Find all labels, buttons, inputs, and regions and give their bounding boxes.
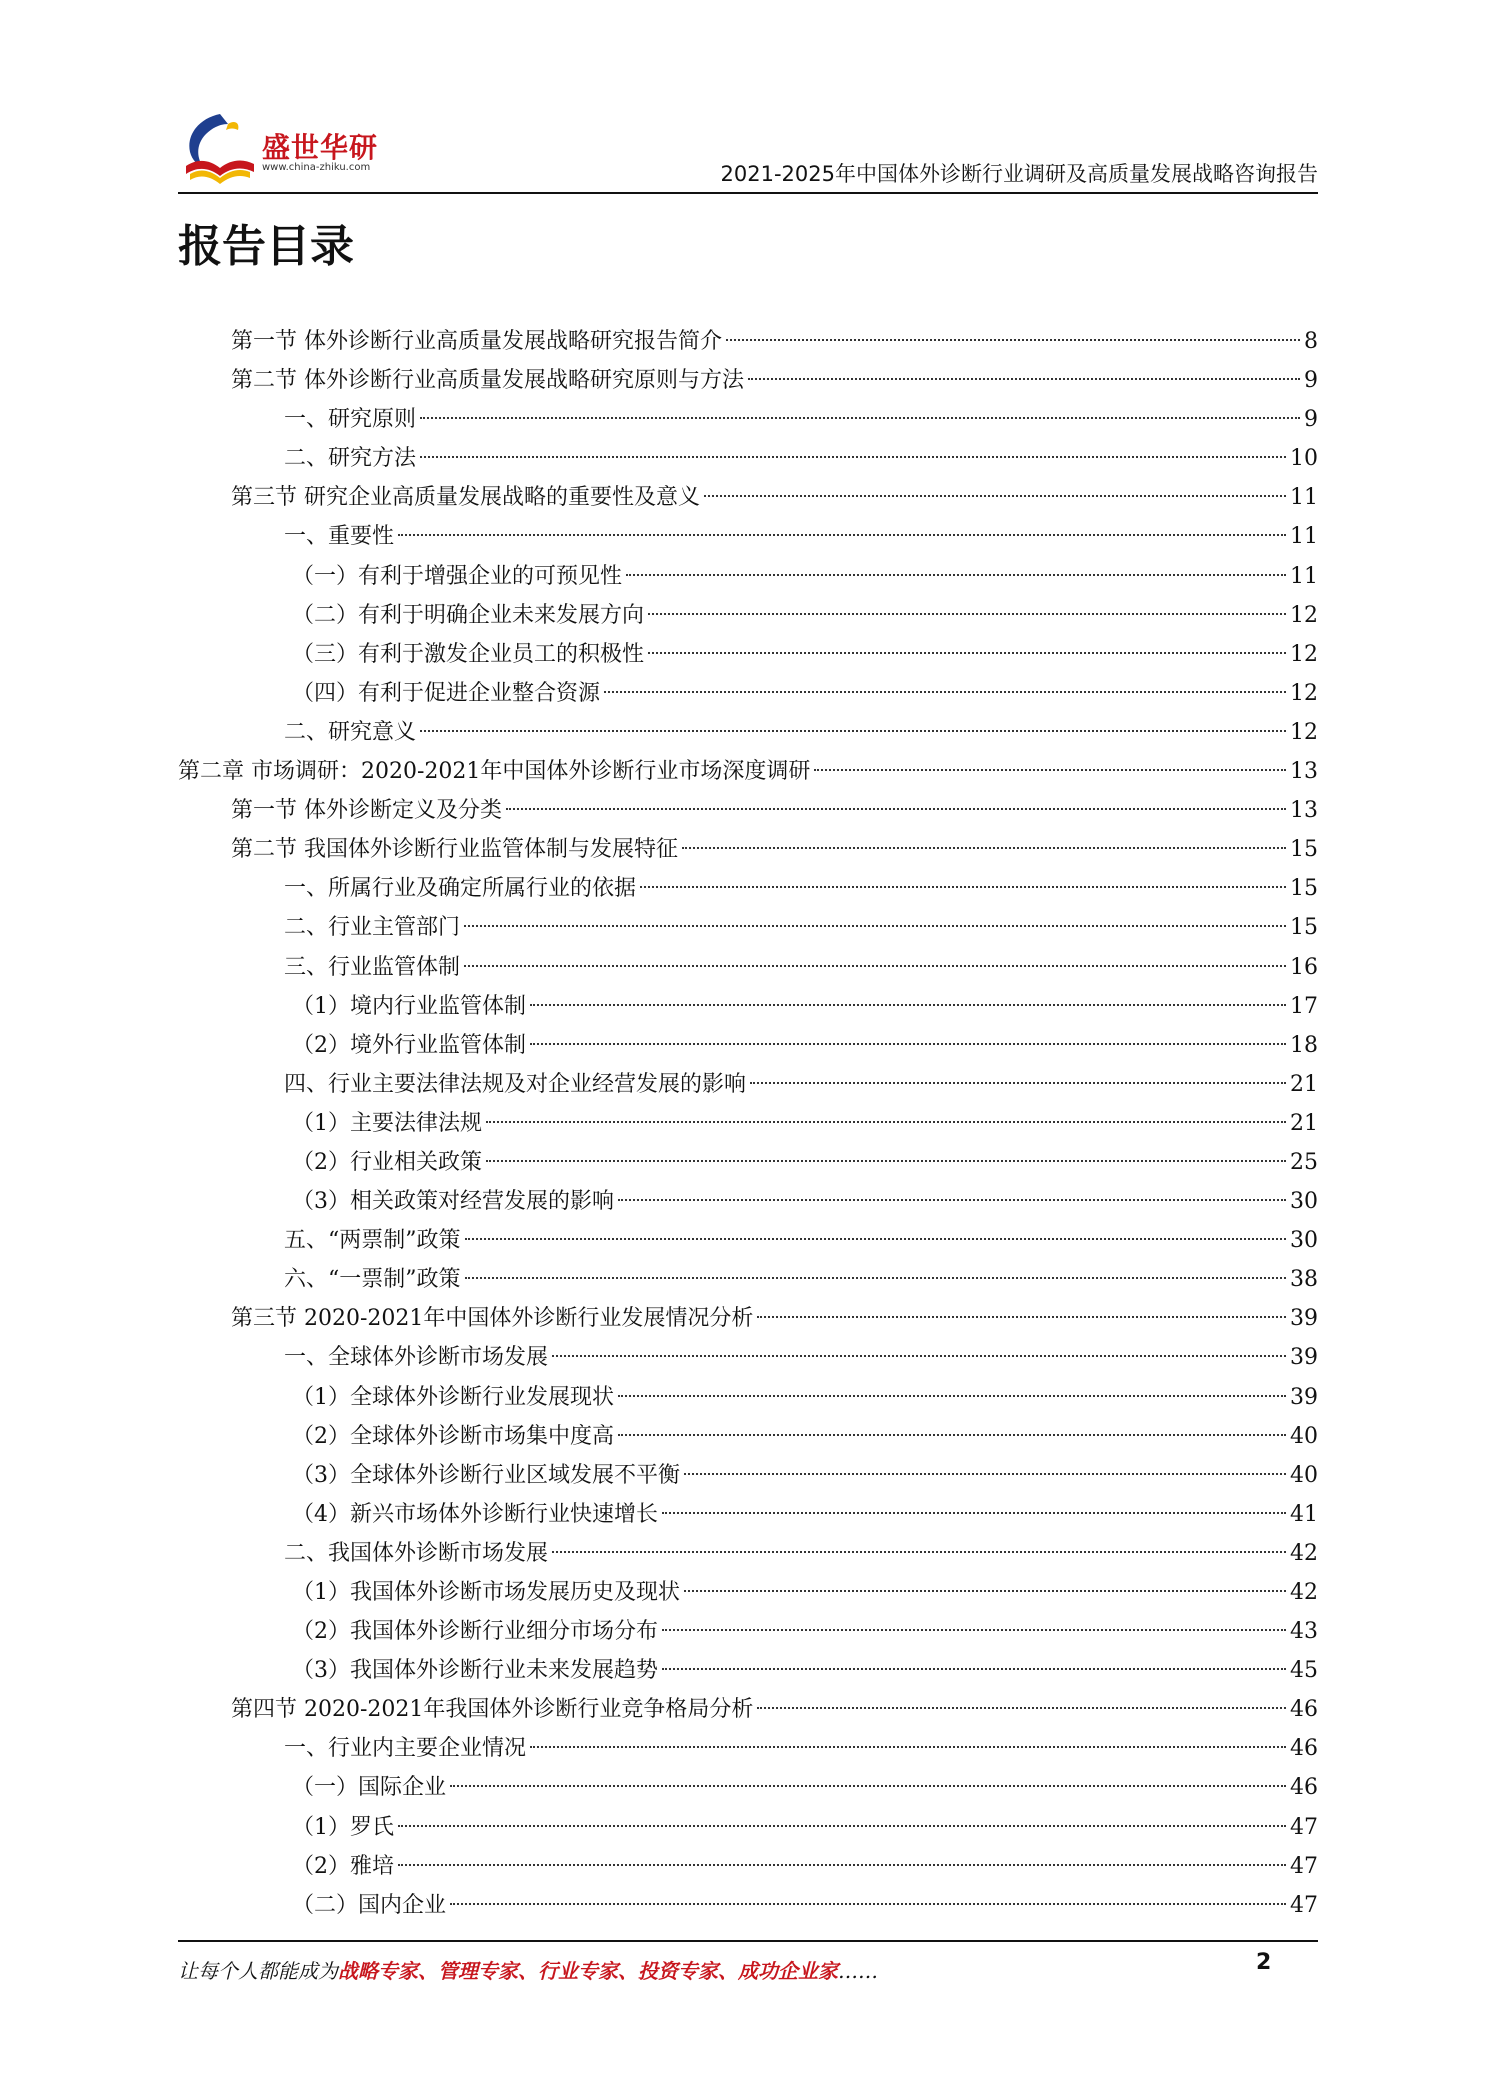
toc-entry-title: 二、行业主管部门	[284, 915, 461, 941]
toc-leader-dots	[748, 378, 1300, 380]
toc-entry-title: （3）相关政策对经营发展的影响	[292, 1189, 614, 1215]
footer-slogan-prefix: 让每个人都能成为	[178, 1959, 338, 1983]
toc-entry-title: （一）国际企业	[292, 1775, 447, 1801]
toc-leader-dots	[552, 1355, 1286, 1357]
toc-entry-page: 12	[1290, 680, 1318, 706]
toc-entry-title: （2）我国体外诊断行业细分市场分布	[292, 1619, 658, 1645]
toc-entry[interactable]	[178, 1026, 1318, 1065]
toc-entry-page: 47	[1290, 1814, 1318, 1840]
toc-entry-page: 12	[1290, 602, 1318, 628]
toc-entry[interactable]	[178, 987, 1318, 1026]
toc-entry-title: （二）有利于明确企业未来发展方向	[292, 602, 645, 628]
toc-entry[interactable]	[178, 908, 1318, 947]
toc-entry-title: 第三节 2020-2021年中国体外诊断行业发展情况分析	[231, 1306, 754, 1332]
toc-entry[interactable]	[178, 713, 1318, 752]
toc-entry[interactable]	[178, 1690, 1318, 1729]
toc-entry[interactable]	[178, 1104, 1318, 1143]
toc-entry[interactable]	[178, 674, 1318, 713]
toc-entry-page: 10	[1290, 446, 1318, 472]
toc-entry-page: 38	[1290, 1267, 1318, 1293]
toc-leader-dots	[420, 456, 1286, 458]
toc-entry[interactable]	[178, 517, 1318, 556]
toc-entry-page: 43	[1290, 1619, 1318, 1645]
toc-entry[interactable]	[178, 1221, 1318, 1260]
toc-entry-page: 16	[1290, 954, 1318, 980]
toc-entry[interactable]	[178, 1260, 1318, 1299]
footer-slogan-highlight: 战略专家、管理专家、行业专家、投资专家、成功企业家	[338, 1959, 838, 1983]
toc-leader-dots	[757, 1316, 1286, 1318]
toc-entry-page: 18	[1290, 1032, 1318, 1058]
toc-entry-title: 一、研究原则	[284, 407, 417, 433]
toc-entry-title: （4）新兴市场体外诊断行业快速增长	[292, 1501, 658, 1527]
toc-entry[interactable]	[178, 1182, 1318, 1221]
toc-entry-page: 11	[1290, 485, 1318, 511]
toc-entry[interactable]	[178, 1456, 1318, 1495]
toc-leader-dots	[464, 965, 1286, 967]
toc-entry-title: 第一节 体外诊断行业高质量发展战略研究报告简介	[231, 329, 722, 354]
toc-entry-title: （3）全球体外诊断行业区域发展不平衡	[292, 1462, 680, 1488]
toc-entry-page: 46	[1290, 1736, 1318, 1762]
toc-leader-dots	[704, 495, 1286, 497]
toc-entry-title: 六、“一票制”政策	[284, 1267, 461, 1293]
toc-entry-page: 15	[1290, 837, 1318, 863]
toc-entry-page: 21	[1290, 1110, 1318, 1136]
logo-name: 盛世华研	[262, 131, 379, 164]
toc-entry[interactable]	[178, 1495, 1318, 1534]
toc-entry-title: （1）主要法律法规	[292, 1110, 482, 1136]
toc-entry-title: （二）国内企业	[292, 1892, 447, 1918]
toc-entry-page: 25	[1290, 1149, 1318, 1175]
toc-leader-dots	[465, 1238, 1287, 1240]
toc-leader-dots	[420, 417, 1300, 419]
toc-entry-title: （2）境外行业监管体制	[292, 1032, 526, 1058]
toc-leader-dots	[530, 1746, 1286, 1748]
toc-entry-title: （1）全球体外诊断行业发展现状	[292, 1384, 614, 1410]
toc-leader-dots	[662, 1629, 1286, 1631]
toc-entry[interactable]	[178, 478, 1318, 517]
toc-entry-title: 第一节 体外诊断定义及分类	[231, 798, 502, 824]
footer-slogan	[178, 1955, 878, 1984]
toc-entry-page: 45	[1290, 1658, 1318, 1684]
toc-leader-dots	[618, 1199, 1286, 1201]
toc-entry-page: 39	[1290, 1345, 1318, 1371]
toc-entry[interactable]	[178, 1612, 1318, 1651]
toc-leader-dots	[662, 1668, 1286, 1670]
toc-entry-title: 五、“两票制”政策	[284, 1228, 461, 1254]
toc-leader-dots	[465, 1277, 1287, 1279]
toc-entry[interactable]	[178, 1299, 1318, 1338]
toc-entry-title: 第二节 我国体外诊断行业监管体制与发展特征	[231, 837, 678, 863]
toc-entry-title: 一、所属行业及确定所属行业的依据	[284, 876, 637, 902]
toc-entry-title: （1）我国体外诊断市场发展历史及现状	[292, 1580, 680, 1605]
toc-entry-page: 12	[1290, 719, 1318, 745]
toc-entry-title: 四、行业主要法律法规及对企业经营发展的影响	[284, 1071, 747, 1097]
toc-leader-dots	[814, 769, 1286, 771]
toc-entry[interactable]	[178, 635, 1318, 674]
toc-entry-title: （2）行业相关政策	[292, 1149, 482, 1175]
toc-leader-dots	[450, 1785, 1286, 1787]
toc-leader-dots	[552, 1551, 1286, 1553]
toc-entry-page: 46	[1290, 1697, 1318, 1723]
toc-entry[interactable]	[178, 439, 1318, 478]
toc-leader-dots	[398, 1864, 1286, 1866]
toc-entry-page: 46	[1290, 1775, 1318, 1801]
toc-entry-title: 第二节 体外诊断行业高质量发展战略研究原则与方法	[231, 368, 744, 394]
toc-leader-dots	[618, 1434, 1286, 1436]
toc-entry-page: 47	[1290, 1892, 1318, 1918]
toc-entry[interactable]	[178, 1534, 1318, 1573]
toc-entry[interactable]	[178, 1847, 1318, 1886]
toc-entry-page: 42	[1290, 1540, 1318, 1566]
toc-entry[interactable]	[178, 1573, 1318, 1612]
toc-entry-title: 一、全球体外诊断市场发展	[284, 1345, 549, 1371]
toc-entry-title: 三、行业监管体制	[284, 954, 461, 980]
toc-entry-title: 第三节 研究企业高质量发展战略的重要性及意义	[231, 485, 700, 511]
toc-leader-dots	[464, 925, 1286, 927]
toc-entry-page: 15	[1290, 915, 1318, 941]
toc-leader-dots	[726, 339, 1300, 341]
toc-leader-dots	[684, 1473, 1286, 1475]
toc-entry-title: （1）境内行业监管体制	[292, 993, 526, 1019]
report-title: 2021-2025年中国体外诊断行业调研及高质量发展战略咨询报告	[720, 162, 1318, 186]
toc-entry-title: 一、行业内主要企业情况	[284, 1736, 527, 1762]
toc-entry-title: 第二章 市场调研：2020-2021年中国体外诊断行业市场深度调研	[178, 759, 811, 785]
toc-entry-title: 第四节 2020-2021年我国体外诊断行业竞争格局分析	[231, 1697, 754, 1723]
table-of-contents	[178, 322, 1318, 1925]
toc-leader-dots	[420, 730, 1286, 732]
toc-entry[interactable]	[178, 1338, 1318, 1377]
toc-leader-dots	[398, 534, 1286, 536]
toc-entry-title: （2）雅培	[292, 1853, 394, 1879]
toc-entry-title: 二、研究意义	[284, 719, 417, 745]
toc-leader-dots	[506, 808, 1286, 810]
toc-entry-title: （3）我国体外诊断行业未来发展趋势	[292, 1658, 658, 1684]
toc-leader-dots	[682, 847, 1286, 849]
toc-entry[interactable]	[178, 1729, 1318, 1768]
toc-entry-title: （1）罗氏	[292, 1814, 394, 1840]
toc-entry[interactable]	[178, 1378, 1318, 1417]
toc-entry-page: 13	[1290, 798, 1318, 824]
toc-leader-dots	[486, 1121, 1286, 1123]
toc-entry-title: （三）有利于激发企业员工的积极性	[292, 641, 645, 667]
toc-leader-dots	[530, 1004, 1286, 1006]
logo-emblem-icon	[178, 108, 260, 190]
toc-entry-page: 40	[1290, 1462, 1318, 1488]
toc-entry[interactable]	[178, 1651, 1318, 1690]
toc-leader-dots	[398, 1825, 1286, 1827]
toc-leader-dots	[640, 886, 1286, 888]
toc-entry-page: 9	[1304, 368, 1318, 394]
toc-leader-dots	[750, 1082, 1286, 1084]
page-title: 报告目录	[178, 221, 354, 272]
toc-entry-page: 42	[1290, 1580, 1318, 1605]
page-number: 2	[1256, 1950, 1272, 1975]
toc-entry-title: 一、重要性	[284, 524, 395, 550]
toc-entry[interactable]	[178, 1886, 1318, 1925]
toc-leader-dots	[530, 1043, 1286, 1045]
toc-entry-page: 30	[1290, 1228, 1318, 1254]
footer-slogan-suffix: ……	[838, 1959, 878, 1983]
toc-entry-page: 41	[1290, 1501, 1318, 1527]
toc-entry[interactable]	[178, 1808, 1318, 1847]
toc-entry-page: 11	[1290, 563, 1318, 589]
page-header	[178, 100, 1318, 196]
toc-entry[interactable]	[178, 869, 1318, 908]
toc-entry-page: 17	[1290, 993, 1318, 1019]
toc-entry[interactable]	[178, 830, 1318, 869]
logo	[178, 100, 408, 190]
toc-entry-page: 21	[1290, 1071, 1318, 1097]
toc-leader-dots	[450, 1903, 1286, 1905]
toc-entry[interactable]	[178, 557, 1318, 596]
toc-entry-page: 13	[1290, 759, 1318, 785]
toc-entry-title: （四）有利于促进企业整合资源	[292, 680, 601, 706]
toc-leader-dots	[486, 1160, 1286, 1162]
toc-entry[interactable]	[178, 948, 1318, 987]
toc-leader-dots	[648, 652, 1286, 654]
toc-entry[interactable]	[178, 322, 1318, 361]
toc-leader-dots	[618, 1395, 1286, 1397]
toc-entry[interactable]	[178, 596, 1318, 635]
toc-entry-page: 15	[1290, 876, 1318, 902]
toc-entry[interactable]	[178, 1143, 1318, 1182]
toc-entry-page: 9	[1304, 407, 1318, 433]
toc-entry-page: 11	[1290, 524, 1318, 550]
toc-entry-title: （2）全球体外诊断市场集中度高	[292, 1423, 614, 1449]
toc-entry-page: 40	[1290, 1423, 1318, 1449]
toc-entry[interactable]	[178, 361, 1318, 400]
toc-entry-page: 47	[1290, 1853, 1318, 1879]
toc-entry[interactable]	[178, 752, 1318, 791]
toc-entry[interactable]	[178, 400, 1318, 439]
toc-entry[interactable]	[178, 1768, 1318, 1807]
toc-entry-page: 39	[1290, 1306, 1318, 1332]
toc-entry-page: 30	[1290, 1189, 1318, 1215]
footer-divider	[178, 1940, 1318, 1942]
toc-entry[interactable]	[178, 1417, 1318, 1456]
toc-entry[interactable]	[178, 1065, 1318, 1104]
toc-leader-dots	[626, 574, 1286, 576]
toc-leader-dots	[604, 691, 1286, 693]
toc-leader-dots	[757, 1707, 1286, 1709]
header-divider	[178, 192, 1318, 194]
toc-entry-page: 39	[1290, 1384, 1318, 1410]
toc-leader-dots	[648, 613, 1286, 615]
toc-leader-dots	[662, 1512, 1286, 1514]
toc-entry[interactable]	[178, 791, 1318, 830]
toc-entry-title: 二、我国体外诊断市场发展	[284, 1540, 549, 1566]
toc-entry-page: 12	[1290, 641, 1318, 667]
toc-entry-title: 二、研究方法	[284, 446, 417, 472]
toc-entry-page: 8	[1304, 329, 1318, 354]
logo-url: www.china-zhiku.com	[262, 162, 371, 173]
toc-entry-title: （一）有利于增强企业的可预见性	[292, 563, 623, 589]
toc-leader-dots	[684, 1590, 1286, 1592]
